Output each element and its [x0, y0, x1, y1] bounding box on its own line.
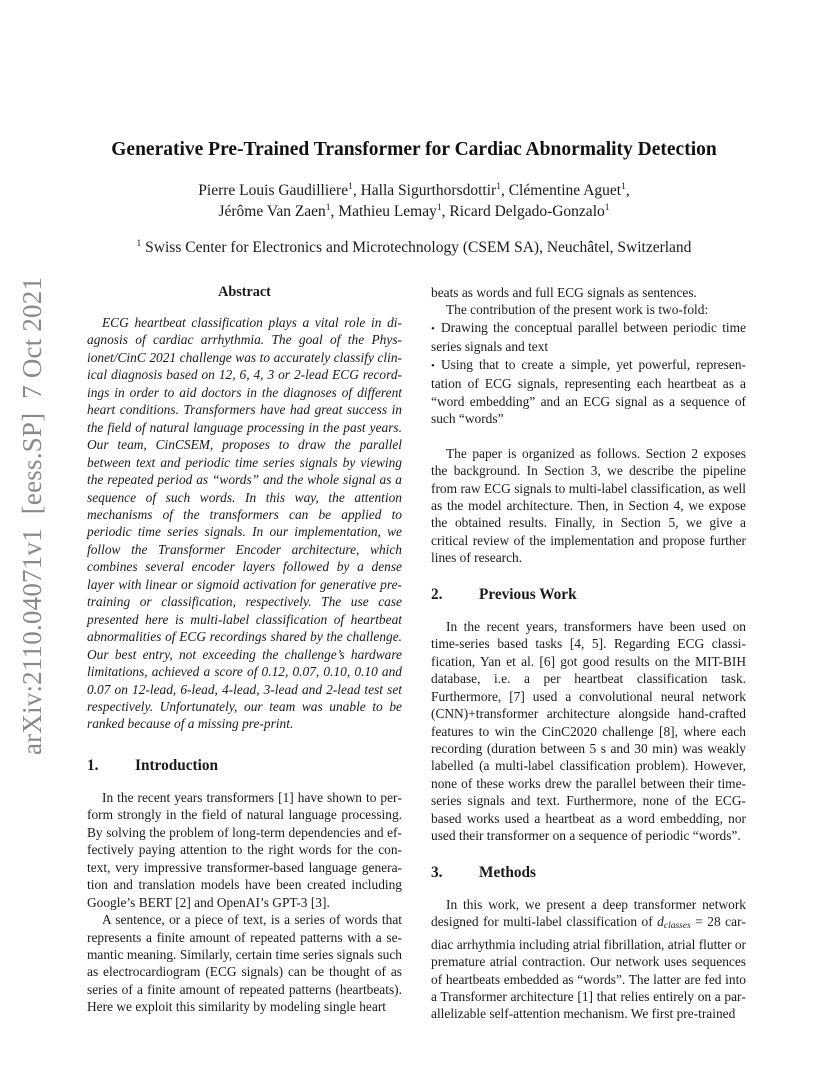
section-number: 3.	[431, 863, 443, 881]
author-name: Clémentine Aguet	[508, 182, 622, 199]
abstract-heading: Abstract	[218, 284, 271, 300]
intro-paragraph-2: A sentence, or a piece of text, is a series of words that represents a finite amount of repeated patterns with a semantic meaning. Similarly, certain time series signals such as electrocardiogram (ECG signals) can be thought of as series of a finite amount of repeated patterns (heartbeats). Here we exploit this similarity by modeling single heart	[87, 912, 402, 1015]
intro-paragraph-4: The paper is organized as follows. Section 2 exposes the background. In Section 3, we describe the pipeline from raw ECG signals to multi-label classification, as well as the model architecture. Then, in Section 4, we expose the obtained results. Finally, in Section 5, we give a critical review of the implementation and propose further lines of research.	[431, 445, 746, 566]
separator: ,	[441, 203, 450, 220]
affiliation-marker: 1	[496, 182, 501, 192]
intro-paragraph-3: The contribution of the present work is two-fold:	[446, 302, 709, 318]
contribution-bullet	[431, 319, 746, 356]
bullet-text: Drawing the conceptual parallel between periodic time series signals and text	[431, 319, 746, 355]
left-column	[87, 284, 402, 1016]
section-number: 1.	[87, 756, 99, 774]
separator: ,	[500, 182, 509, 199]
intro-paragraph-1: In the recent years transformers [1] have shown to perform strongly in the field of natural language processing. By solving the problem of long-term dependencies and effectively paying attention to the right words for the context, very impressive transformer-based language generation and translation models have been created including Google’s BERT [2] and OpenAI’s GPT-3 [3].	[87, 789, 402, 910]
affiliation-marker: 1	[325, 203, 331, 213]
section-title: Previous Work	[479, 585, 577, 603]
paper-title: Generative Pre-Trained Transformer for Cardiac Abnormality Detection	[111, 139, 717, 160]
author-name: Halla Sigurthorsdottir	[360, 182, 497, 199]
separator: ,	[625, 182, 630, 199]
previous-work-paragraph: In the recent years, transformers have been used on time-series based tasks [4, 5]. Regarding ECG classification, Yan et al. [6] got good results on the MIT-BIH database, i.e. a per heartbeat classification task. Furthermore, [7] used a convolutional neural network (CNN)+transformer architecture alongside hand-crafted features to win the CinC2020 challenge [8], where each recording (duration between 5 s and 30 min) was weakly labelled (a multi-label classification problem). However, none of these works drew the parallel between their time-series signals and text. Furthermore, none of the ECG-based works used a heartbeat as a word embedding, nor used their transformer on a sequence of periodic “words”.	[431, 618, 746, 844]
right-column	[431, 284, 746, 1023]
arxiv-identifier-stamp: arXiv:2110.04071v1 [eess.SP] 7 Oct 2021	[17, 276, 47, 755]
affiliation-text: Swiss Center for Electronics and Microtechnology (CSEM SA), Neuchâtel, Switzerland	[141, 239, 692, 256]
math-subscript: classes	[663, 921, 691, 932]
author-list	[0, 180, 828, 222]
section-heading-introduction	[87, 756, 402, 775]
section-title: Introduction	[135, 756, 219, 774]
separator: ,	[330, 203, 339, 220]
author-name: Ricard Delgado-Gonzalo	[449, 203, 605, 220]
bullet-icon: •	[431, 322, 435, 335]
section-title: Methods	[479, 863, 536, 881]
author-line-1	[0, 180, 828, 201]
author-name: Mathieu Lemay	[338, 203, 437, 220]
author-name: Jérôme Van Zaen	[218, 203, 326, 220]
methods-text: cardiac arrhythmia including atrial fibrillation, atrial flutter or premature atrial contraction. Our network uses sequences of heartbeats embedded as “words”. The latter are fed into a Transformer architecture [1] that relies entirely on a parallelizable self-attention mechanism. We first pre-trained	[431, 914, 746, 1022]
contribution-bullet	[431, 356, 746, 428]
section-heading-methods	[431, 863, 746, 882]
methods-text: In this work, we present a deep transformer network designed for multi-label classification of	[431, 896, 746, 930]
affiliation-marker: 1	[136, 239, 142, 249]
math-variable: d	[657, 914, 664, 930]
bullet-text: Using that to create a simple, yet powerful, representation of ECG signals, representing each heartbeat as a “word embedding” and an ECG signal as a sequence of such “words”	[431, 356, 746, 427]
math-equation: = 28	[690, 914, 721, 930]
author-name: Pierre Louis Gaudilliere	[198, 182, 349, 199]
section-number: 2.	[431, 585, 443, 603]
intro-paragraph-2-continued: beats as words and full ECG signals as sentences.	[431, 285, 697, 300]
affiliation-marker: 1	[436, 203, 442, 213]
section-heading-previous-work	[431, 585, 746, 604]
abstract-text: ECG heartbeat classification plays a vital role in diagnosis of cardiac arrhythmia. The goal of the Physionet/CinC 2021 challenge was to accurately classify clinical diagnosis based on 12, 6, 4, 3 or 2-lead ECG recordings in order to aid doctors in the diagnoses of different heart conditions. Transformers have had great success in the field of natural language processing in the past years. Our team, CinCSEM, proposes to draw the parallel between text and periodic time series signals by viewing the repeated period as “words” and the whole signal as a sequence of such words. In this way, the attention mechanisms of the transformers can be applied to periodic time series signals. In our implementation, we follow the Transformer Encoder architecture, which combines several encoder layers followed by a dense layer with linear or sigmoid activation for generative pre-training or classification, respectively. The use case presented here is multi-label classification of heartbeat abnormalities of ECG recordings shared by the challenge. Our best entry, not exceeding the challenge’s hardware limitations, achieved a score of 0.12, 0.07, 0.10, 0.10 and 0.07 on 12-lead, 6-lead, 4-lead, 3-lead and 2-lead test set respectively. Unfortunately, our team was unable to be ranked because of a missing pre-print.	[87, 315, 402, 732]
author-line-2	[0, 201, 828, 222]
affiliation-marker: 1	[348, 182, 353, 192]
affiliation-marker: 1	[604, 203, 610, 213]
methods-paragraph	[431, 896, 746, 1023]
affiliation	[0, 237, 828, 258]
affiliation-marker: 1	[621, 182, 626, 192]
bullet-icon: •	[431, 359, 435, 372]
separator: ,	[352, 182, 361, 199]
